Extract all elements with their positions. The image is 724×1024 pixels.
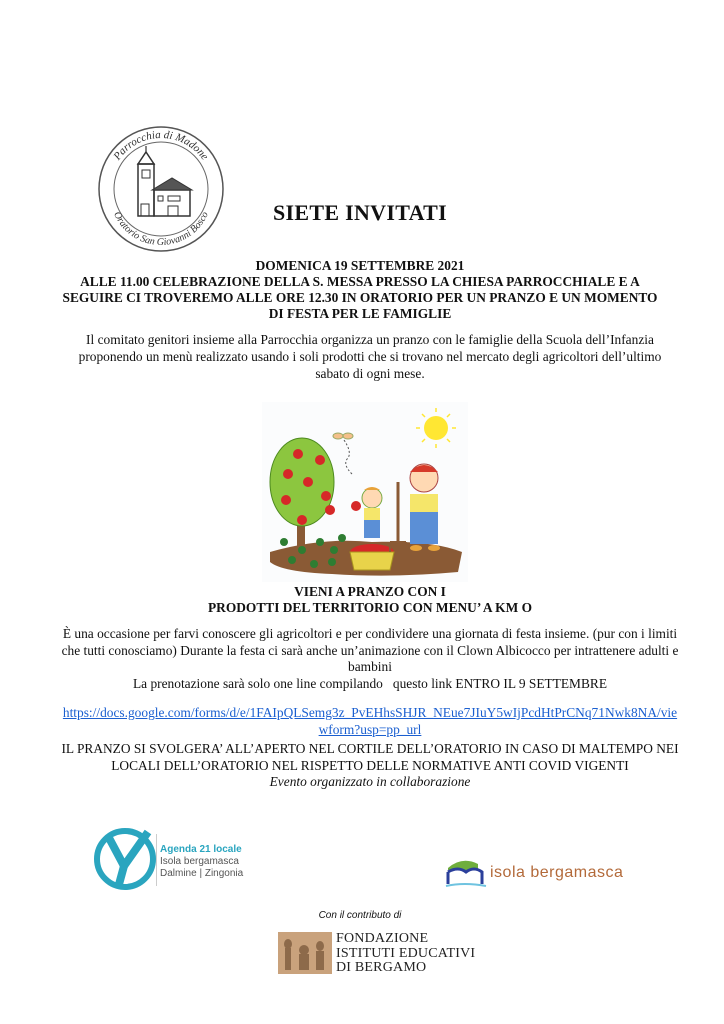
isola-hill-icon [444, 856, 488, 890]
isola-bergamasca-logo [444, 856, 644, 890]
fondazione-logo [278, 930, 498, 980]
booking-info: La prenotazione sarà solo one line compilando questo link ENTRO IL 9 SETTEMBRE [132, 675, 608, 691]
contribution-label: Con il contributo di [318, 910, 402, 921]
farm-family-illustration [262, 402, 468, 582]
event-heading [60, 258, 660, 322]
relief-sculpture-icon [278, 930, 332, 976]
parish-logo-top-text: Parrocchia di Madone [111, 128, 211, 163]
booking-form-link[interactable]: https://docs.google.com/forms/d/e/1FAIpQLSemg3z_PvEHhsSHJR_NEue7JIuY5wIjPcdHtPrCNq71Nwk8NA/viewform?usp=pp_url [62, 705, 678, 737]
body-paragraph: È una occasione per farvi conoscere gli agricoltori e per condividere una giornata di festa insieme. (pur con i limiti che tutti conosciamo) Durante la festa ci sarà anche un’animazione con il Clown Albicocco per intrattenere adulti e bambini [61, 626, 679, 674]
collaboration-text: Evento organizzato in collaborazione [269, 774, 471, 789]
agenda21-line2: Isola bergamasca [160, 856, 239, 867]
fondazione-line3: DI BERGAMO [336, 960, 427, 975]
agenda21-line3: Dalmine | Zingonia [160, 868, 244, 879]
page-title: SIETE INVITATI [273, 200, 447, 225]
parish-logo-bottom-text: Oratorio San Giovanni Bosco [111, 210, 211, 249]
venue-text: IL PRANZO SI SVOLGERA’ ALL’APERTO NEL CORTILE DELL’ORATORIO IN CASO DI MALTEMPO NEI LOCALI DELL’ORATORIO NEL RISPETTO DELLE NORMATIVE ANTI COVID VIGENTI [61, 741, 679, 773]
agenda21-divider [156, 834, 157, 886]
event-details: ALLE 11.00 CELEBRAZIONE DELLA S. MESSA PRESSO LA CHIESA PARROCCHIALE E A SEGUIRE CI TROVEREMO ALLE ORE 12.30 IN ORATORIO PER UN PRANZO E UN MOMENTO DI FESTA PER LE FAMIGLIE [62, 274, 658, 321]
parish-logo [96, 124, 226, 254]
intro-paragraph: Il comitato genitori insieme alla Parrocchia organizza un pranzo con le famiglie della Scuola dell’Infanzia proponendo un menù realizzato usando i soli prodotti che si trovano nel mercato degli agricoltori dell’ultimo sabato di ogni mese. [78, 332, 662, 381]
subheading-line1: VIENI A PRANZO CON I [294, 584, 446, 599]
body-text [60, 626, 680, 692]
subheading [60, 584, 680, 615]
isola-bergamasca-name: isola bergamasca [490, 864, 624, 881]
fondazione-text [336, 932, 475, 976]
venue-info [60, 741, 680, 791]
booking-link-container [60, 705, 680, 738]
church-building-icon [96, 124, 226, 254]
fondazione-line2: ISTITUTI EDUCATIVI [336, 945, 476, 961]
farmer-figure-icon [410, 464, 440, 551]
fondazione-line1: FONDAZIONE [336, 931, 429, 946]
agenda21-title: Agenda 21 locale [160, 844, 242, 855]
agenda21-y-icon [94, 826, 156, 892]
agenda21-text [160, 844, 243, 880]
agenda21-logo [94, 826, 254, 892]
subheading-line2: PRODOTTI DEL TERRITORIO CON MENU’ A KM O [207, 599, 533, 615]
apple-basket-icon [350, 544, 394, 570]
event-date: DOMENICA 19 SETTEMBRE 2021 [255, 258, 465, 273]
